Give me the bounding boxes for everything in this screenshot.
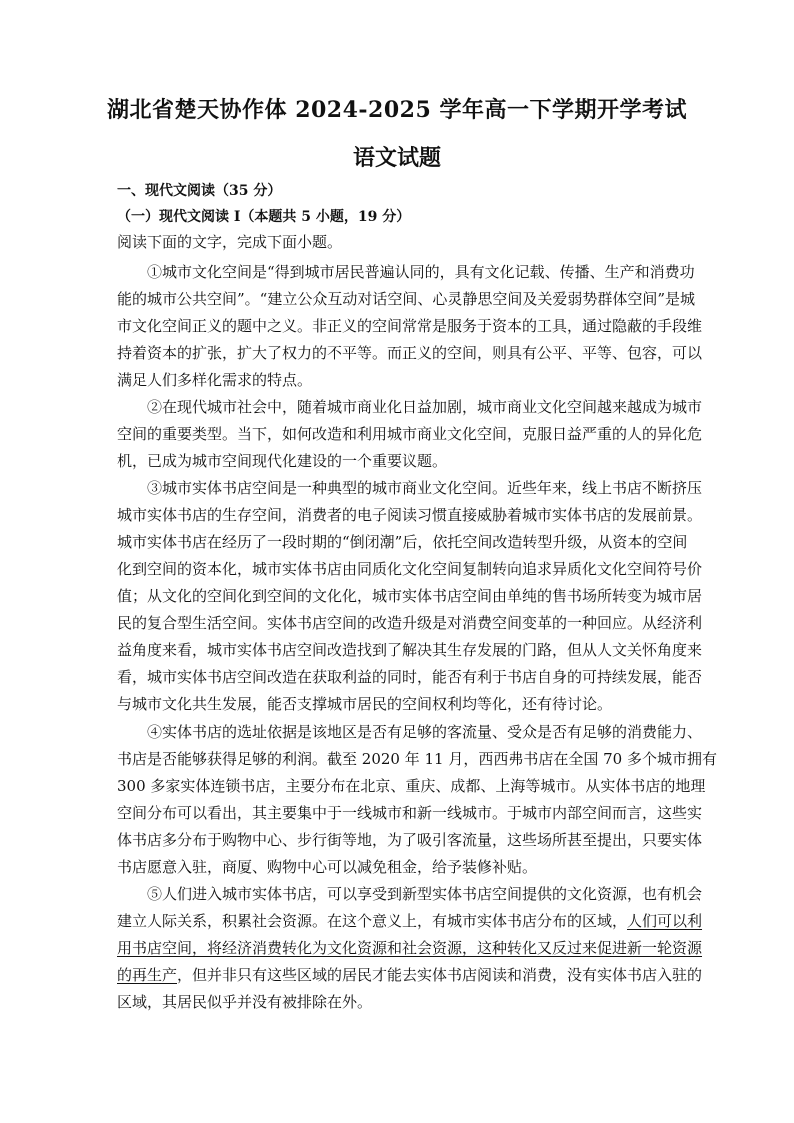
- paragraph-line: 300 多家实体连锁书店，主要分布在北京、重庆、成都、上海等城市。从实体书店的地理: [117, 777, 706, 795]
- paragraph-line: 民的复合型生活空间。实体书店空间的改造升级是对消费空间变革的一种回应。从经济利: [117, 614, 703, 632]
- paragraph-line: 与城市文化共生发展，能否支撑城市居民的空间权利均等化，还有待讨论。: [117, 695, 613, 713]
- paragraph-text: ，但并非只有这些区域的居民才能去实体书店阅读和消费，没有实体书店入驻的: [177, 966, 703, 984]
- paragraph-line: 看，城市实体书店空间改造在获取利益的同时，能否有利于书店自身的可持续发展，能否: [117, 668, 703, 686]
- paragraph-line: 能的城市公共空间”。“建立公众互动对话空间、心灵静思空间及关爱弱势群体空间”是城: [117, 290, 696, 308]
- paragraph-line: 体书店多分布于购物中心、步行街等地，为了吸引客流量，这些场所甚至提出，只要实体: [117, 831, 703, 849]
- paragraph-line: 空间的重要类型。当下，如何改造和利用城市商业文化空间，克服日益严重的人的异化危: [117, 425, 703, 443]
- paragraph-line-mixed: [117, 911, 703, 931]
- section-heading: 一、现代文阅读（35 分）: [117, 183, 282, 199]
- paragraph-line: 满足人们多样化需求的特点。: [117, 371, 313, 389]
- paragraph-line: 值；从文化的空间化到空间的文化化，城市实体书店空间由单纯的售书场所转变为城市居: [117, 587, 703, 605]
- paragraph-line: 机，已成为城市空间现代化建设的一个重要议题。: [117, 452, 448, 470]
- exam-subtitle: 语文试题: [352, 145, 441, 171]
- paragraph-line: ⑤人们进入城市实体书店，可以享受到新型实体书店空间提供的文化资源，也有机会: [147, 885, 703, 903]
- underlined-sentence: 用书店空间，将经济消费转化为文化资源和社会资源，这种转化又反过来促进新一轮资源: [117, 939, 703, 957]
- underlined-sentence: 的再生产: [117, 966, 178, 984]
- paragraph-line: ②在现代城市社会中，随着城市商业化日益加剧，城市商业文化空间越来越成为城市: [147, 398, 703, 416]
- paragraph-line: ③城市实体书店空间是一种典型的城市商业文化空间。近些年来，线上书店不断挤压: [147, 479, 703, 497]
- paragraph-line: 空间分布可以看出，其主要集中于一线城市和新一线城市。于城市内部空间而言，这些实: [117, 804, 703, 822]
- paragraph-line: 城市实体书店的生存空间，消费者的电子阅读习惯直接威胁着城市实体书店的发展前景。: [117, 506, 703, 524]
- underlined-sentence: 人们可以利: [627, 912, 703, 930]
- paragraph-line: 市文化空间正义的题中之义。非正义的空间常常是服务于资本的工具，通过隐蔽的手段维: [117, 317, 703, 335]
- instruction-text: 阅读下面的文字，完成下面小题。: [117, 233, 343, 251]
- paragraph-line-mixed: [117, 965, 703, 985]
- subsection-heading: （一）现代文阅读 I（本题共 5 小题，19 分）: [117, 209, 411, 225]
- paragraph-line: 持着资本的扩张，扩大了权力的不平等。而正义的空间，则具有公平、平等、包容，可以: [117, 344, 703, 362]
- paragraph-text: 建立人际关系，积累社会资源。在这个意义上，有城市实体书店分布的区域，: [117, 912, 628, 930]
- paragraph-line: 区域，其居民似乎并没有被排除在外。: [117, 993, 373, 1011]
- exam-title: 湖北省楚天协作体 2024-2025 学年高一下学期开学考试: [107, 97, 687, 123]
- paragraph-line: 书店愿意入驻，商厦、购物中心可以减免租金，给予装修补贴。: [117, 858, 538, 876]
- paragraph-line: 书店是否能够获得足够的利润。截至 2020 年 11 月，西西弗书店在全国 70 多个城市拥有: [117, 750, 717, 768]
- paragraph-line: ④实体书店的选址依据是该地区是否有足够的客流量、受众是否有足够的消费能力、: [147, 723, 703, 741]
- paragraph-line: 城市实体书店在经历了一段时期的“倒闭潮”后，依托空间改造转型升级，从资本的空间: [117, 533, 688, 551]
- paragraph-line: 化到空间的资本化，城市实体书店由同质化文化空间复制转向追求异质化文化空间符号价: [117, 560, 703, 578]
- paragraph-line: ①城市文化空间是“得到城市居民普遍认同的，具有文化记载、传播、生产和消费功: [147, 263, 695, 281]
- paragraph-line: 益角度来看，城市实体书店空间改造找到了解决其生存发展的门路，但从人文关怀角度来: [117, 641, 703, 659]
